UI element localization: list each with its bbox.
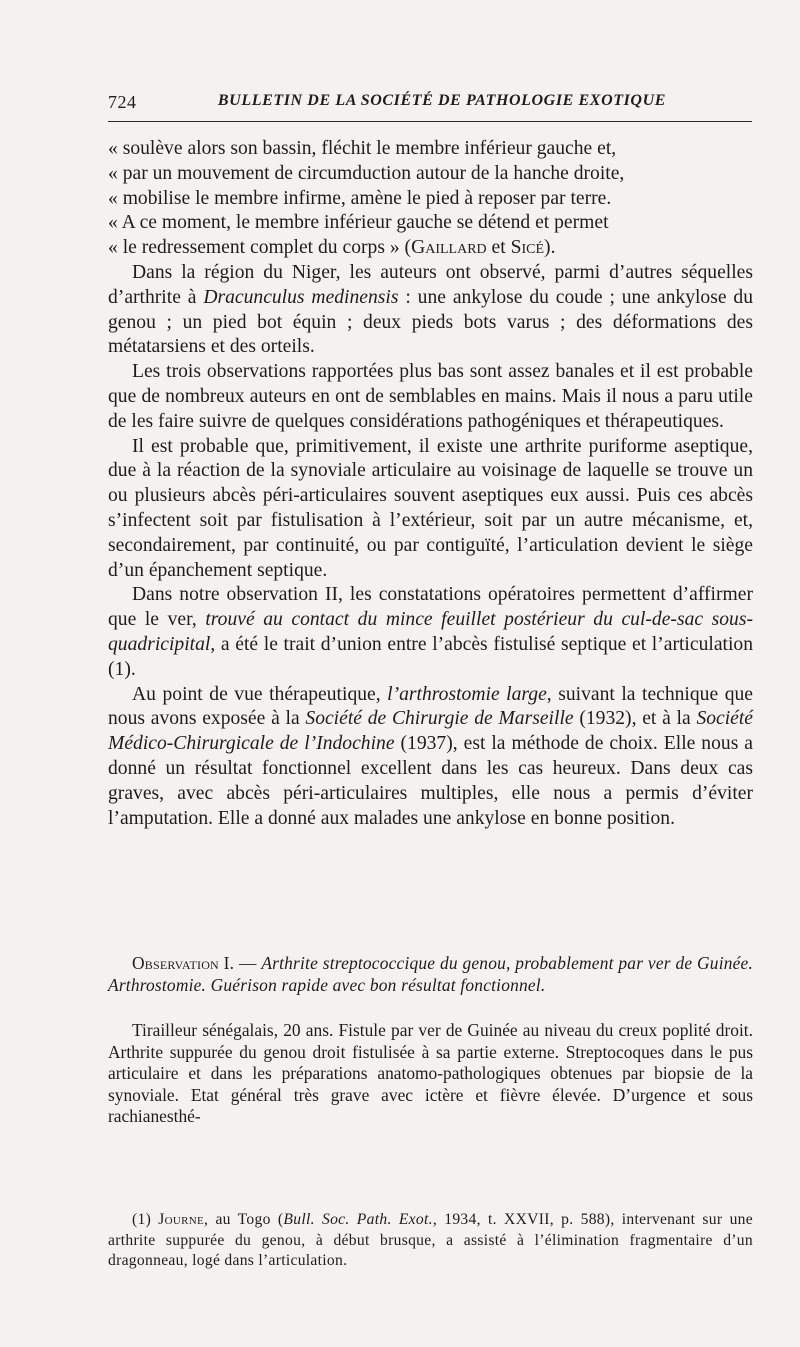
observation-label: Observation I. bbox=[132, 953, 235, 973]
running-title: BULLETIN DE LA SOCIÉTÉ DE PATHOLOGIE EXOTIQUE bbox=[217, 92, 666, 109]
paragraph-observation-ii-a: Dans notre observation II, les constatations opératoires permettent d’affirmer que le ver, bbox=[108, 584, 753, 631]
footnote-a: , au Togo ( bbox=[204, 1211, 284, 1228]
paragraph-observation-ii-b: , a été le trait d’union entre l’abcès fistulisé septique et l’articulation (1). bbox=[108, 633, 753, 680]
footnote-b: , 1934, t. XXVII, p. 588), intervenant sur une arthrite suppurée du genou, à début brusque, a assisté à l’élimination fragmentaire d’un dragonneau, logé dans l’articulation. bbox=[108, 1211, 753, 1269]
therapeutics-italic-3: Société Médico-Chirurgicale de l’Indochine bbox=[108, 708, 754, 755]
footnote-marker: (1) bbox=[132, 1211, 159, 1228]
paragraph-pathogenesis: Il est probable que, primitivement, il existe une arthrite puriforme aseptique, due à la réaction de la synoviale articulaire au voisinage de laquelle se trouve un ou plusieurs abcès péri-articulaires souvent aseptiques eux aussi. Puis ces abcès s’infectent soit par fistulisation à l’extérieur, soit par un autre mécanisme, et, secondairement, par continuité, ou par contiguïté, l’articulation devient le siège d’un épanchement septique. bbox=[108, 435, 753, 581]
quote-line-5-and: et bbox=[486, 237, 511, 259]
page-header bbox=[108, 92, 752, 118]
author-gaillard: Gaillard bbox=[411, 237, 487, 259]
paragraph-niger-b: : une ankylose du coude ; une ankylose du genou ; un pied bot équin ; deux pieds bots varus ; des déformations des métatarsiens et des orteils. bbox=[108, 286, 754, 358]
paragraph-observations: Les trois observations rapportées plus bas sont assez banales et il est probable que de nombreux auteurs en ont de semblables en mains. Mais il nous a paru utile de les faire suivre de quelques considérations pathogéniques et thérapeutiques. bbox=[108, 361, 753, 432]
paragraph-therapeutics bbox=[108, 683, 753, 832]
observation-dash: — bbox=[234, 953, 262, 973]
quote-line-1: « soulève alors son bassin, fléchit le membre inférieur gauche et, bbox=[108, 138, 617, 159]
observation-heading bbox=[108, 953, 753, 996]
paragraph-observation-ii bbox=[108, 583, 753, 682]
footnote-journal: Bull. Soc. Path. Exot. bbox=[283, 1211, 433, 1228]
quote-line-4: « A ce moment, le membre inférieur gauche se détend et permet bbox=[108, 212, 609, 234]
header-rule bbox=[108, 121, 752, 122]
species-name: Dracunculus medinensis bbox=[203, 286, 399, 308]
therapeutics-italic-1: l’arthrostomie large bbox=[387, 683, 547, 705]
author-sice: Sicé bbox=[510, 237, 545, 259]
observation-title: Arthrite streptococcique du genou, probablement par ver de Guinée. Arthrostomie. Guérison rapide avec bon résultat fonctionnel. bbox=[108, 953, 754, 995]
therapeutics-c: (1932), et à la bbox=[573, 708, 697, 730]
therapeutics-italic-2: Société de Chirurgie de Marseille bbox=[305, 708, 574, 730]
footnote bbox=[108, 1210, 753, 1272]
quote-line-2: « par un mouvement de circumduction autour de la hanche droite, bbox=[108, 162, 625, 184]
quote-line-5-end: ). bbox=[544, 237, 556, 259]
paragraph-niger-a: Dans la région du Niger, les auteurs ont observé, parmi d’autres séquelles d’arthrite à bbox=[108, 261, 753, 308]
footnote-author: Journe bbox=[158, 1211, 205, 1228]
therapeutics-b: , suivant la technique que nous avons exposée à la bbox=[108, 683, 753, 730]
therapeutics-a: Au point de vue thérapeutique, bbox=[132, 683, 388, 705]
observation-ii-italic: trouvé au contact du mince feuillet postérieur du cul-de-sac sous-quadricipital bbox=[108, 609, 754, 655]
quote-line-5 bbox=[108, 236, 753, 261]
quote-line-5-text: « le redressement complet du corps » ( bbox=[108, 237, 412, 259]
quote-line-3: « mobilise le membre infirme, amène le pied à reposer par terre. bbox=[108, 187, 612, 209]
paragraph-niger bbox=[108, 261, 753, 360]
observation-text: Tirailleur sénégalais, 20 ans. Fistule par ver de Guinée au niveau du creux poplité droit. Arthrite suppurée du genou droit fistulisée à sa partie externe. Streptocoques dans le pus articulaire et dans les préparations anatomo-pathologiques obtenues par biopsie de la synoviale. Etat général très grave avec ictère et fièvre élevée. D’urgence et sous rachianesthé- bbox=[108, 1020, 753, 1126]
therapeutics-d: (1937), est la méthode de choix. Elle nous a donné un résultat fonctionnel excellent dans les cas heureux. Dans deux cas graves, avec abcès péri-articulaires multiples, elle nous a permis d’éviter l’amputation. Elle a donné aux malades une ankylose en bonne position. bbox=[108, 733, 753, 829]
body-text bbox=[108, 137, 753, 831]
page-number: 724 bbox=[108, 92, 137, 112]
